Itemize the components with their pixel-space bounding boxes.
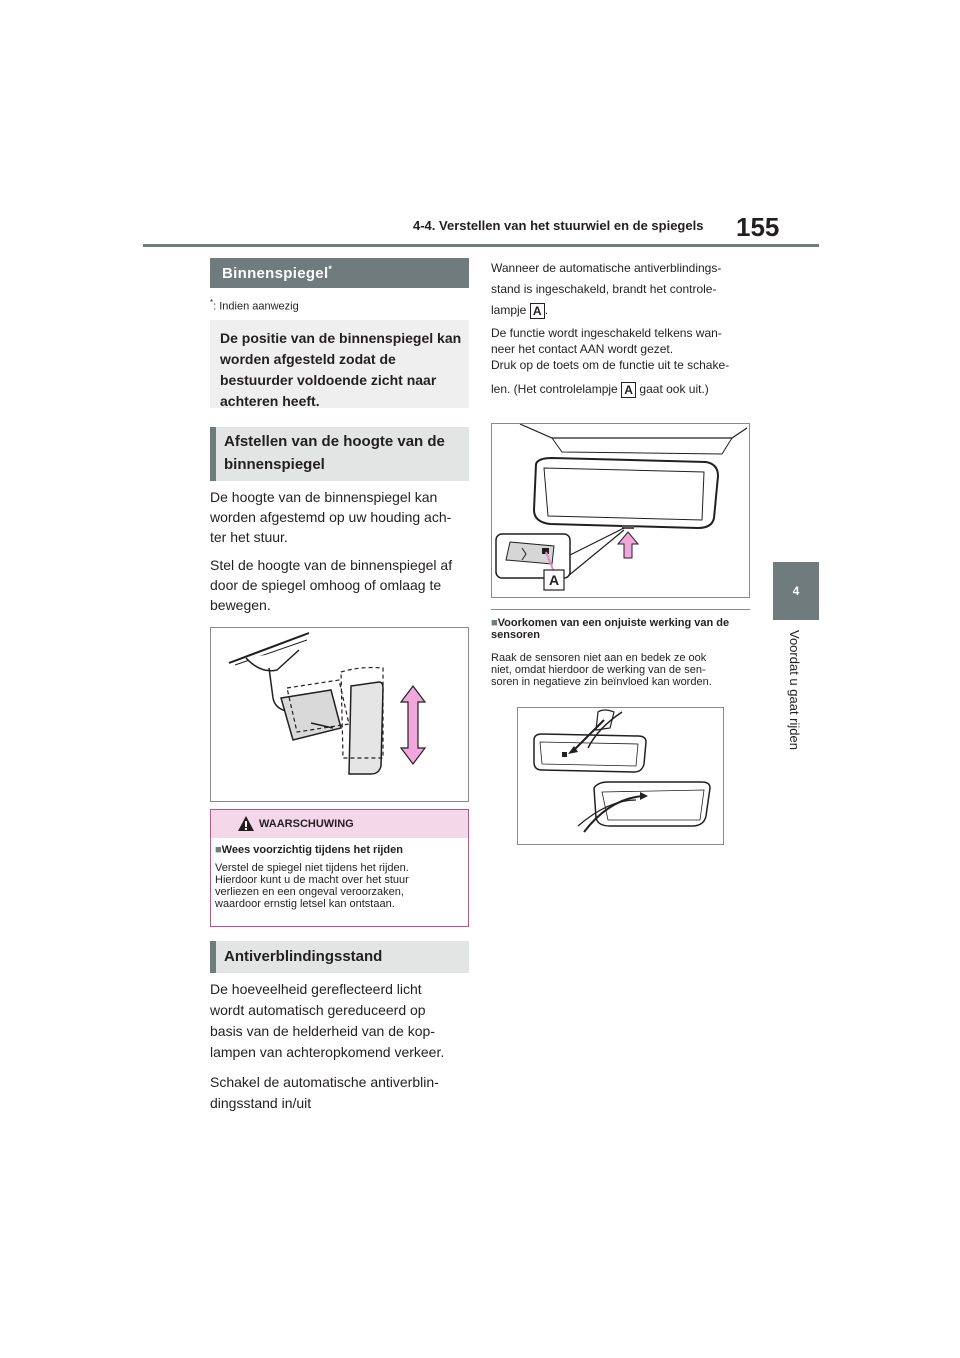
warning-box — [210, 809, 469, 927]
indicator-lamp-a-icon: A — [621, 382, 636, 398]
mirror-button-illustration — [491, 423, 750, 598]
intro-box — [210, 320, 469, 408]
page-number: 155 — [736, 212, 780, 242]
warning-subheading: ■Wees voorzichtig tijdens het rijden — [215, 844, 403, 856]
sensor-subheading: ■Voorkomen van een onjuiste werking van de sensoren — [491, 617, 730, 641]
section-title: 4-4. Verstellen van het stuurwiel en de spiegels — [413, 218, 704, 233]
sensor-body: Raak de sensoren niet aan en bedek ze ook niet, omdat hierdoor de werking van de sen- soren in negatieve zin beïnvloed kan worden. — [491, 652, 712, 688]
chapter-tab-number: 4 — [773, 562, 819, 620]
warning-header — [211, 810, 468, 838]
antiglare-paragraphs — [210, 979, 472, 1114]
mirror-sensor-illustration — [517, 707, 724, 845]
intro-text: De positie van de binnenspiegel kan worden afgesteld zodat de bestuurder voldoende zicht naar achteren heeft. — [220, 330, 462, 409]
warning-triangle-icon — [237, 815, 255, 832]
main-title-bar — [210, 258, 469, 288]
section-heading-height — [210, 427, 469, 481]
section-heading-height-text: Afstellen van de hoogte van de binnenspiegel — [224, 433, 445, 473]
main-title: Binnenspiegel* — [222, 264, 333, 282]
height-para-1: De hoogte van de binnenspiegel kan worden afgestemd op uw houding ach- ter het stuur. — [210, 489, 452, 545]
height-paragraphs — [210, 487, 472, 615]
chapter-tab-label: Voordat u gaat rijden — [787, 630, 802, 750]
header-rule — [143, 244, 819, 247]
section-heading-antiglare-text: Antiverblindingsstand — [224, 948, 383, 965]
square-bullet-icon: ■ — [215, 844, 222, 856]
antiglare-para-1: De hoeveelheid gereflecteerd licht wordt automatisch gereduceerd op basis van de helderheid van de kop- lampen van achteropkomend verkeer. — [210, 981, 445, 1060]
square-bullet-icon: ■ — [491, 617, 498, 629]
antiglare-para-2: Schakel de automatische antiverblin- dingsstand in/uit — [210, 1074, 439, 1111]
section-heading-antiglare — [210, 941, 469, 973]
chapter-tab-label-wrap — [786, 630, 806, 770]
warning-body: Verstel de spiegel niet tijdens het rijden. Hierdoor kunt u de macht over het stuur verliezen en een ongeval veroorzaken, waardoor ernstig letsel kan ontstaan. — [215, 862, 409, 910]
warning-title: WAARSCHUWING — [259, 818, 354, 830]
divider — [491, 609, 750, 610]
height-para-2: Stel de hoogte van de binnenspiegel af door de spiegel omhoog of omlaag te bewegen. — [210, 557, 453, 613]
availability-footnote: *: Indien aanwezig — [210, 298, 299, 313]
callout-a-label: A — [548, 572, 560, 588]
indicator-lamp-a-icon: A — [530, 303, 545, 319]
mirror-height-illustration — [210, 627, 469, 802]
antiglare-info-text: Wanneer de automatische antiverblindings- stand is ingeschakeld, brandt het controle- lampje A . De functie wordt ingeschakeld telkens wan- neer het contact AAN wordt gezet. Druk op de toets om de functie uit te schake- len. (Het controlelampje A gaat ook uit.) — [491, 261, 730, 397]
